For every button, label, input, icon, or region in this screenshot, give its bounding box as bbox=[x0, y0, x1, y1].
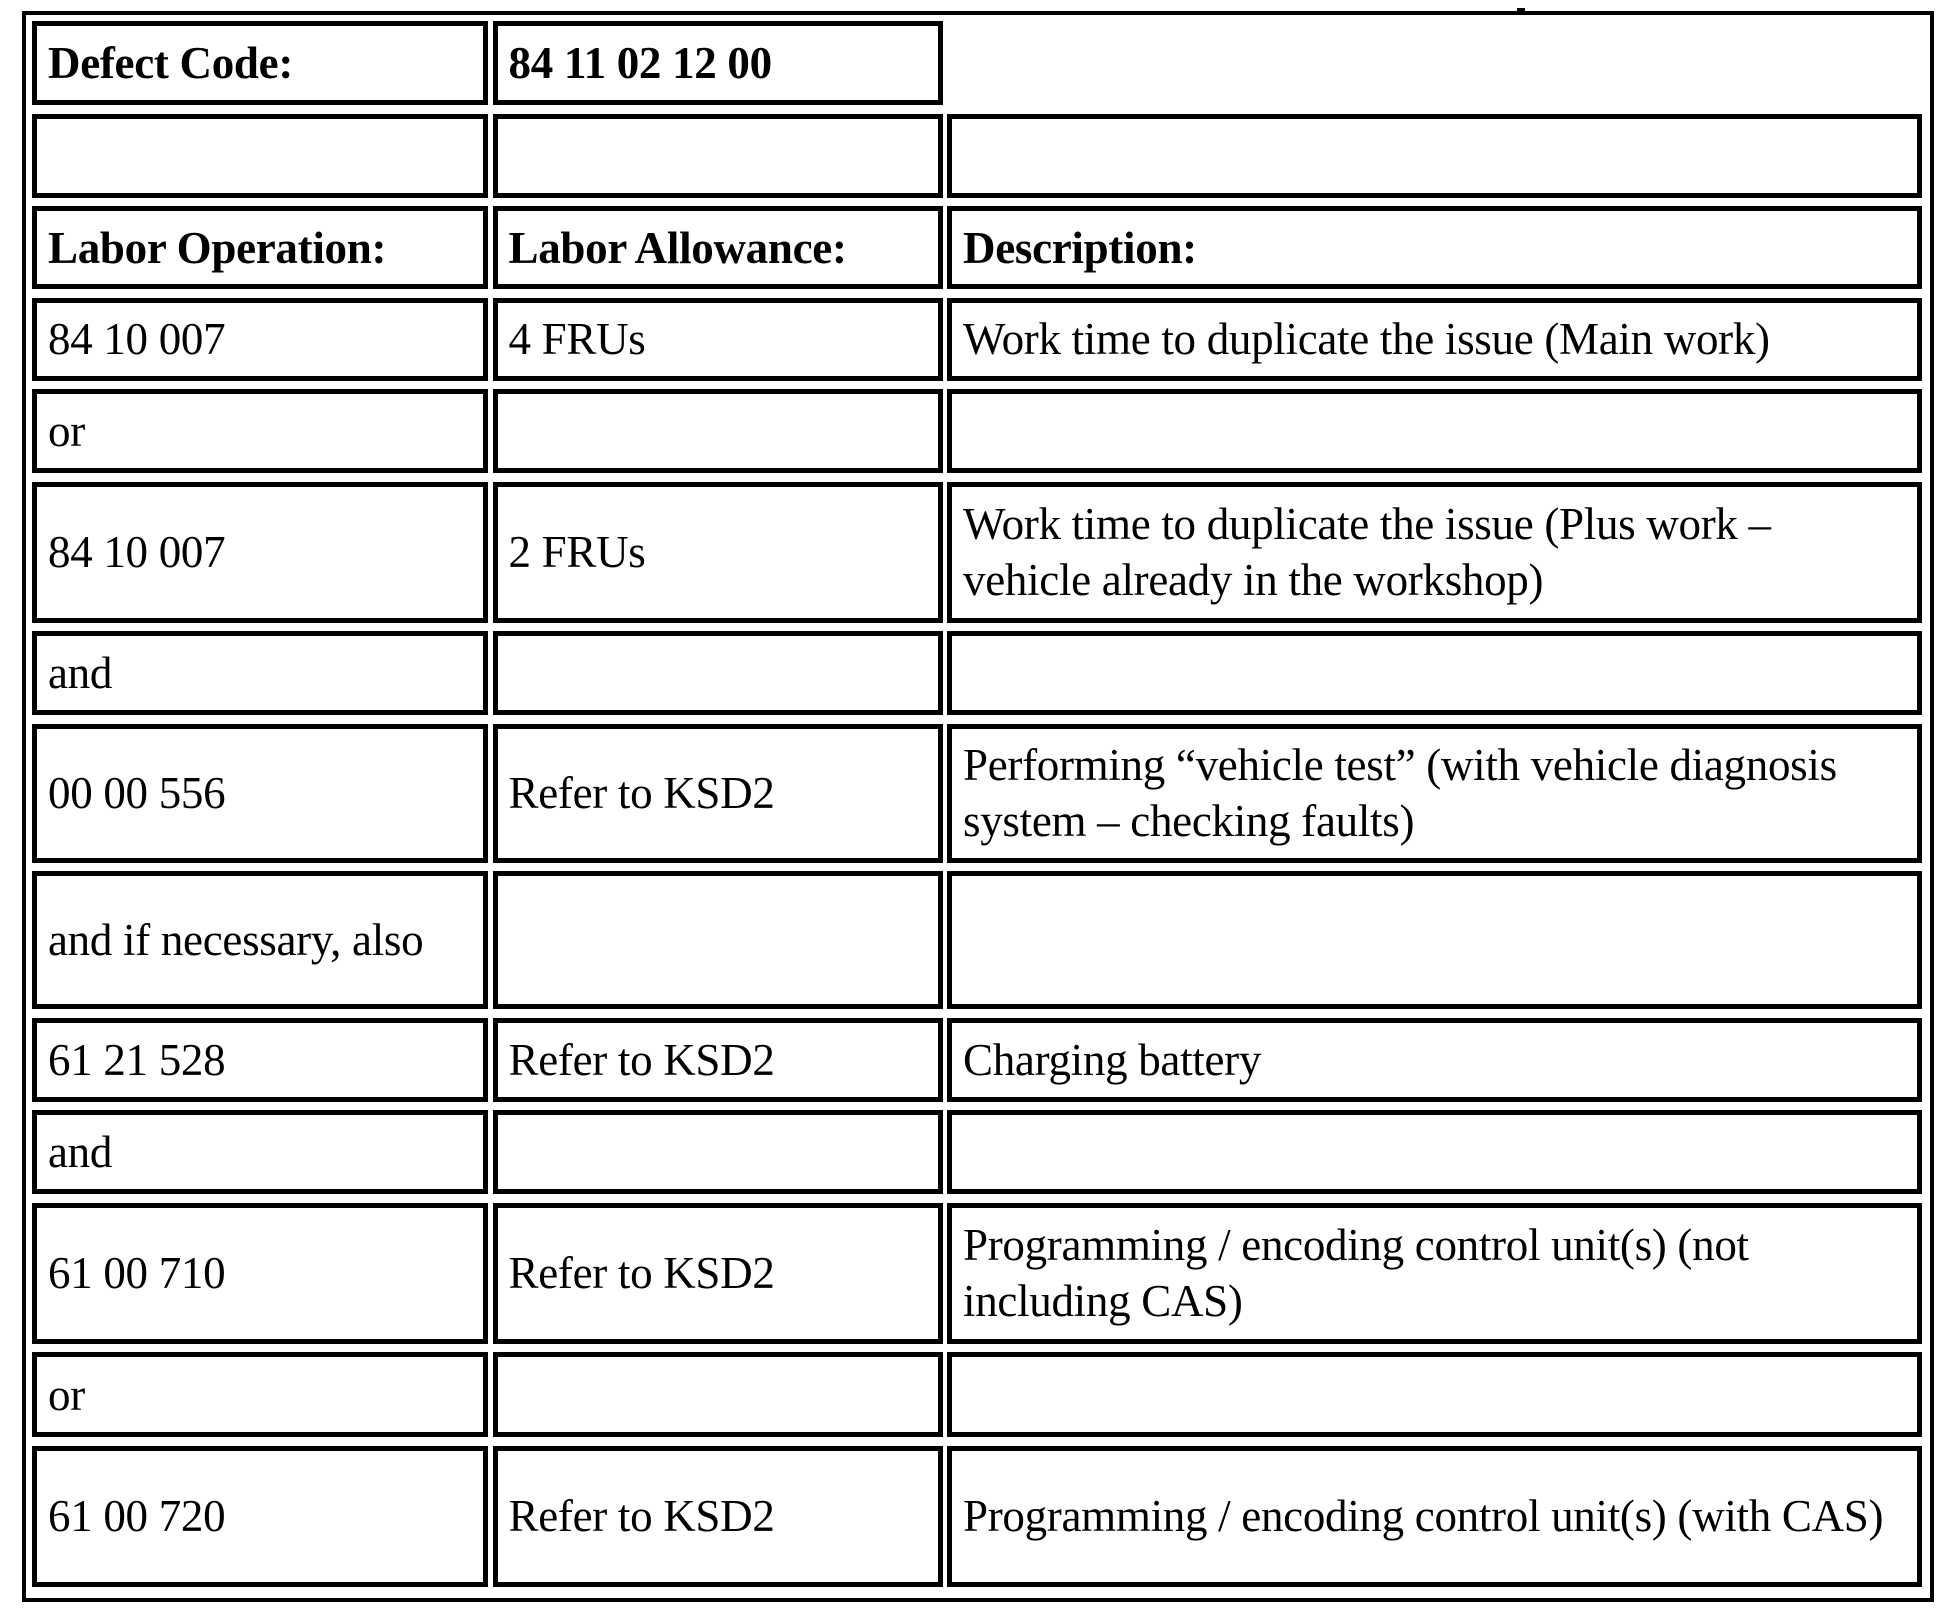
column-header-labor-operation bbox=[32, 206, 488, 289]
empty-corner bbox=[947, 21, 1922, 105]
labor-operation-cell bbox=[32, 871, 488, 1009]
labor-allowance-text: Refer to KSD2 bbox=[508, 768, 775, 818]
labor-operation-cell bbox=[32, 1018, 488, 1102]
description-cell bbox=[947, 298, 1922, 381]
empty-cell bbox=[32, 114, 488, 198]
labor-allowance-cell bbox=[493, 1110, 943, 1194]
labor-operation-text: and if necessary, also bbox=[48, 915, 424, 965]
labor-allowance-text: Refer to KSD2 bbox=[508, 1034, 775, 1085]
labor-allowance-cell bbox=[493, 631, 943, 715]
column-header-description bbox=[947, 206, 1922, 289]
description-cell bbox=[947, 631, 1922, 715]
labor-allowance-cell bbox=[493, 298, 943, 381]
column-header-text: Description: bbox=[963, 222, 1197, 273]
labor-allowance-text: 4 FRUs bbox=[508, 314, 646, 364]
labor-allowance-cell bbox=[493, 1352, 943, 1437]
column-header-text: Labor Operation: bbox=[48, 222, 387, 273]
labor-operation-text: or bbox=[48, 406, 85, 456]
labor-operation-text: and bbox=[48, 648, 113, 698]
labor-operation-cell bbox=[32, 389, 488, 473]
labor-operation-text: 00 00 556 bbox=[48, 768, 226, 818]
defect-code-value-text: 84 11 02 12 00 bbox=[508, 38, 772, 88]
description-cell bbox=[947, 724, 1922, 863]
labor-operation-text: 61 21 528 bbox=[48, 1034, 226, 1085]
description-cell bbox=[947, 1446, 1922, 1587]
labor-allowance-cell bbox=[493, 1446, 943, 1587]
description-text: Programming / encoding control unit(s) (not including CAS) bbox=[963, 1220, 1749, 1326]
labor-allowance-text: 2 FRUs bbox=[508, 527, 646, 577]
labor-operation-cell bbox=[32, 482, 488, 623]
description-text: Work time to duplicate the issue (Plus work – vehicle already in the workshop) bbox=[963, 499, 1771, 605]
description-cell bbox=[947, 1352, 1922, 1437]
column-header-text: Labor Allowance: bbox=[508, 222, 847, 273]
description-text: Programming / encoding control unit(s) (with CAS) bbox=[963, 1491, 1884, 1541]
description-cell bbox=[947, 871, 1922, 1009]
labor-operation-cell bbox=[32, 1203, 488, 1344]
description-cell bbox=[947, 1203, 1922, 1344]
labor-allowance-cell bbox=[493, 1203, 943, 1344]
labor-allowance-cell bbox=[493, 871, 943, 1009]
labor-operation-text: 61 00 710 bbox=[48, 1248, 226, 1298]
description-text: Performing “vehicle test” (with vehicle diagnosis system – checking faults) bbox=[963, 740, 1837, 846]
labor-operation-text: 84 10 007 bbox=[48, 527, 226, 577]
labor-operation-text: 84 10 007 bbox=[48, 314, 226, 364]
column-header-labor-allowance bbox=[493, 206, 943, 289]
labor-allowance-text: Refer to KSD2 bbox=[508, 1248, 775, 1298]
labor-operation-cell bbox=[32, 724, 488, 863]
labor-allowance-cell bbox=[493, 389, 943, 473]
scan-mark bbox=[1517, 8, 1525, 12]
defect-code-label bbox=[32, 21, 488, 105]
labor-operation-cell bbox=[32, 298, 488, 381]
description-cell bbox=[947, 389, 1922, 473]
labor-operation-text: and bbox=[48, 1127, 113, 1177]
description-cell bbox=[947, 482, 1922, 623]
labor-operation-text: 61 00 720 bbox=[48, 1491, 226, 1541]
empty-cell bbox=[947, 114, 1922, 198]
defect-code-label-text: Defect Code: bbox=[48, 38, 294, 88]
labor-allowance-cell bbox=[493, 482, 943, 623]
labor-operation-cell bbox=[32, 1446, 488, 1587]
labor-allowance-cell bbox=[493, 1018, 943, 1102]
labor-operation-cell bbox=[32, 1352, 488, 1437]
labor-allowance-text: Refer to KSD2 bbox=[508, 1491, 775, 1541]
labor-operation-text: or bbox=[48, 1369, 85, 1420]
empty-cell bbox=[493, 114, 943, 198]
labor-operation-cell bbox=[32, 631, 488, 715]
description-cell bbox=[947, 1018, 1922, 1102]
labor-operation-cell bbox=[32, 1110, 488, 1194]
labor-table bbox=[32, 21, 1922, 1587]
defect-code-value bbox=[493, 21, 943, 105]
description-cell bbox=[947, 1110, 1922, 1194]
description-text: Work time to duplicate the issue (Main work) bbox=[963, 314, 1770, 364]
labor-allowance-cell bbox=[493, 724, 943, 863]
description-text: Charging battery bbox=[963, 1034, 1262, 1085]
